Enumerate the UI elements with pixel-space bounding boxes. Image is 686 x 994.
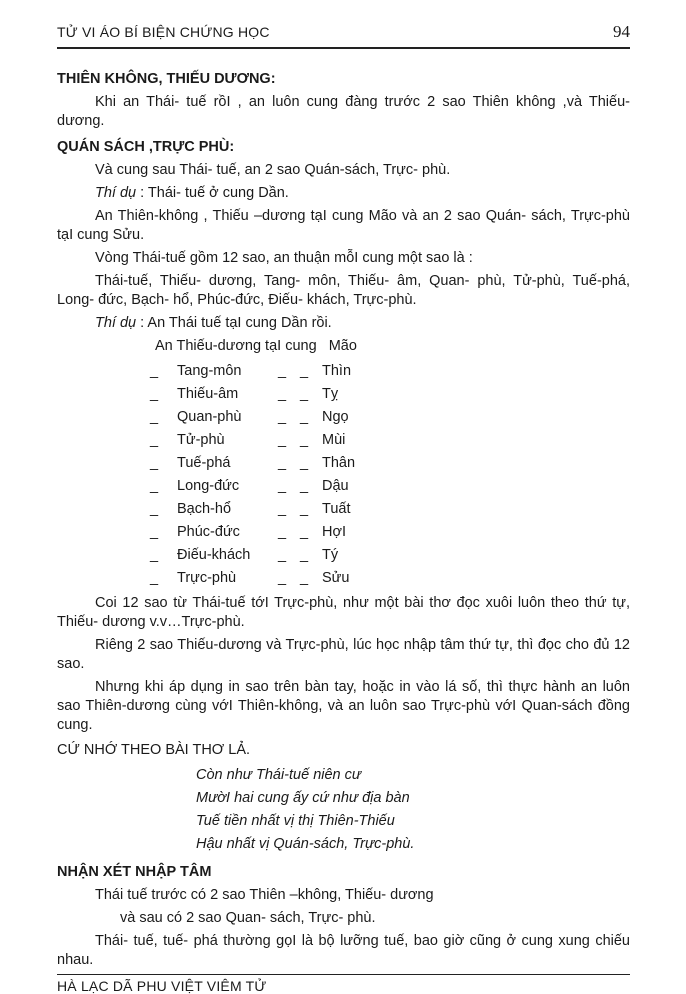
running-title: TỬ VI ÁO BÍ BIỆN CHỨNG HỌC — [57, 24, 270, 40]
star-name: Tang-môn — [177, 363, 242, 379]
paragraph: Riêng 2 sao Thiếu-dương và Trực-phù, lúc học nhập tâm thứ tự, thì đọc cho đủ 12 sao. — [57, 637, 630, 672]
dash-mark: _ — [150, 478, 159, 494]
poem-block — [196, 764, 630, 856]
cung-name: Thân — [322, 455, 356, 471]
paragraph: Khi an Thái- tuế rồI , an luôn cung đàng trước 2 sao Thiên không ,và Thiếu- dương. — [57, 94, 630, 129]
cung-name: Tỵ — [322, 386, 339, 402]
example-line — [57, 314, 630, 333]
paragraph: Thái- tuế, tuế- phá thường gọI là bộ lưỡng tuế, bao giờ cũng ở cung xung chiếu nhau. — [57, 933, 630, 968]
section-heading-thien-khong: THIÊN KHÔNG, THIẾU DƯƠNG: — [57, 71, 276, 87]
cung-name: Thìn — [322, 363, 352, 379]
dash-mark: _ — [300, 386, 309, 402]
poem-line: Hậu nhất vị Quán-sách, Trực-phù. — [196, 836, 415, 852]
dash-mark: _ — [150, 501, 159, 517]
page-body — [57, 63, 630, 974]
star-cung-table — [150, 360, 630, 590]
star-name: Thiếu-âm — [177, 386, 239, 402]
paragraph: Vòng Thái-tuế gồm 12 sao, an thuận mỗI cung một sao là : — [95, 250, 473, 266]
dash-mark: _ — [278, 524, 287, 540]
dash-mark: _ — [278, 478, 287, 494]
paragraph: Và cung sau Thái- tuế, an 2 sao Quán-sách, Trực- phù. — [95, 162, 451, 178]
paragraph: Nhưng khi áp dụng in sao trên bàn tay, hoặc in vào lá số, thì thực hành an luôn sao Thiên-dương cùng vớI Thiên-không, và an luôn sao Trực-phù vớI Quan-sách đồng cung. — [57, 679, 630, 733]
cung-name: Tuất — [322, 501, 351, 517]
dash-mark: _ — [278, 455, 287, 471]
star-name: Tuế-phá — [177, 455, 231, 471]
cung-name: HợI — [322, 524, 347, 540]
page-number: 94 — [613, 22, 630, 41]
dash-mark: _ — [300, 363, 309, 379]
dash-mark: _ — [150, 432, 159, 448]
star-name: Long-đức — [177, 478, 240, 494]
paragraph: Coi 12 sao từ Thái-tuế tớI Trực-phù, như một bài thơ đọc xuôi luôn theo thứ tự, Thiếu- dương v.v…Trực-phù. — [57, 595, 630, 630]
dash-mark: _ — [278, 409, 287, 425]
star-name: Phúc-đức — [177, 524, 240, 540]
dash-mark: _ — [278, 432, 287, 448]
paragraph: Thái-tuế, Thiếu- dương, Tang- môn, Thiếu- âm, Quan- phù, Tử-phù, Tuế-phá, Long- đức, Bạch- hổ, Phúc-đức, Điếu- khách, Trực-phù. — [57, 273, 630, 308]
table-row — [150, 429, 630, 452]
star-name: Tử-phù — [177, 432, 225, 448]
table-row — [150, 383, 630, 406]
section-heading-quan-sach: QUÁN SÁCH ,TRỰC PHÙ: — [57, 139, 235, 155]
note-line: và sau có 2 sao Quan- sách, Trực- phù. — [120, 910, 376, 926]
dash-mark: _ — [150, 409, 159, 425]
star-table-intro: An Thiếu-dương tạI cung Mão — [155, 338, 357, 354]
dash-mark: _ — [300, 524, 309, 540]
example-text: : Thái- tuế ở cung Dần. — [136, 185, 289, 201]
example-text: : An Thái tuế tạI cung Dần rồi. — [136, 315, 332, 331]
dash-mark: _ — [300, 501, 309, 517]
table-row — [150, 406, 630, 429]
dash-mark: _ — [278, 547, 287, 563]
dash-mark: _ — [300, 570, 309, 586]
cung-name: Dậu — [322, 478, 349, 494]
cung-name: Mùi — [322, 432, 346, 448]
cung-name: Tý — [322, 547, 339, 563]
dash-mark: _ — [278, 570, 287, 586]
poem-line: Còn như Thái-tuế niên cư — [196, 767, 362, 783]
dash-mark: _ — [150, 547, 159, 563]
table-row — [150, 567, 630, 590]
dash-mark: _ — [278, 363, 287, 379]
star-name: Quan-phù — [177, 409, 242, 425]
dash-mark: _ — [278, 386, 287, 402]
table-row — [150, 544, 630, 567]
dash-mark: _ — [300, 478, 309, 494]
dash-mark: _ — [150, 570, 159, 586]
dash-mark: _ — [278, 501, 287, 517]
star-name: Bạch-hổ — [177, 501, 232, 517]
paragraph: An Thiên-không , Thiếu –dương tạI cung Mão và an 2 sao Quán- sách, Trực-phù tạI cung Sửu. — [57, 208, 630, 243]
dash-mark: _ — [300, 547, 309, 563]
table-row — [150, 360, 630, 383]
table-row — [150, 452, 630, 475]
poem-heading: CỨ NHỚ THEO BÀI THƠ LẢ. — [57, 742, 251, 758]
dash-mark: _ — [300, 432, 309, 448]
dash-mark: _ — [150, 524, 159, 540]
example-label: Thí dụ — [95, 315, 137, 331]
poem-line: MườI hai cung ấy cứ như địa bàn — [196, 790, 410, 806]
dash-mark: _ — [150, 455, 159, 471]
table-row — [150, 475, 630, 498]
dash-mark: _ — [300, 409, 309, 425]
star-name: Trực-phù — [177, 570, 237, 586]
section-heading-nhan-xet: NHẬN XÉT NHẬP TÂM — [57, 864, 212, 880]
table-row — [150, 521, 630, 544]
dash-mark: _ — [150, 363, 159, 379]
page-header — [57, 22, 630, 49]
cung-name: Ngọ — [322, 409, 349, 425]
page-footer — [57, 974, 630, 994]
poem-line: Tuế tiền nhất vị thị Thiên-Thiếu — [196, 813, 395, 829]
star-name: Điếu-khách — [177, 547, 251, 563]
note-line: Thái tuế trước có 2 sao Thiên –không, Thiếu- dương — [95, 887, 434, 903]
example-line — [57, 184, 630, 203]
table-row — [150, 498, 630, 521]
footer-text: HÀ LẠC DÃ PHU VIỆT VIÊM TỬ — [57, 978, 267, 994]
example-label: Thí dụ — [95, 185, 137, 201]
cung-name: Sửu — [322, 570, 350, 586]
dash-mark: _ — [300, 455, 309, 471]
dash-mark: _ — [150, 386, 159, 402]
